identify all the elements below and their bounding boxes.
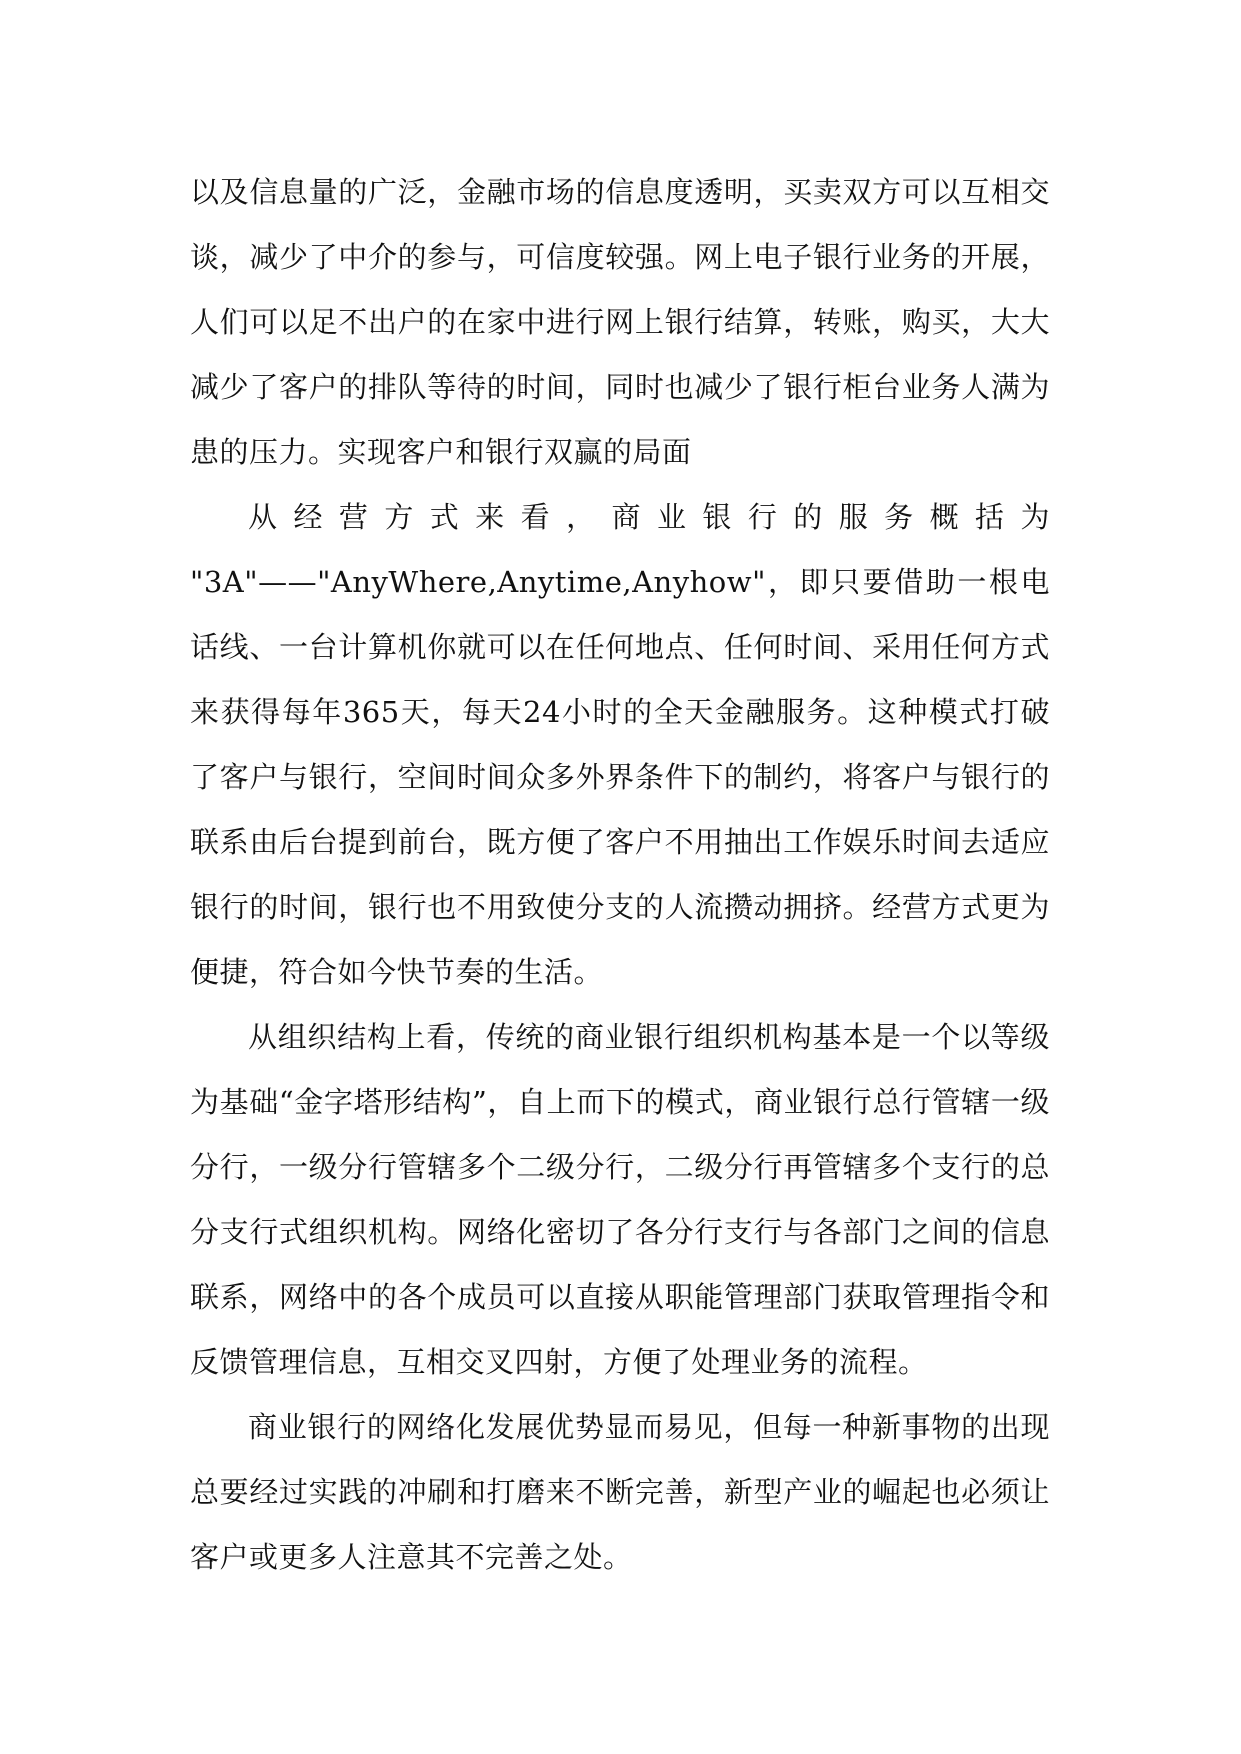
paragraph-advantages: 商业银行的网络化发展优势显而易见，但每一种新事物的出现总要经过实践的冲刷和打磨来不断完善，新型产业的崛起也必须让客户或更多人注意其不完善之处。 [190,1410,1050,1574]
paragraph-operation-mode: "3A"——"AnyWhere,Anytime,Anyhow"，即只要借助一根电话线、一台计算机你就可以在任何地点、任何时间、采用任何方式来获得每年365天，每天24小时的全天金融服务。这种模式打破了客户与银行，空间时间众多外界条件下的制约，将客户与银行的联系由后台提到前台，既方便了客户不用抽出工作娱乐时间去适应银行的时间，银行也不用致使分支的人流攒动拥挤。经营方式更为便捷，符合如今快节奏的生活。 [190,565,1050,989]
paragraph-organization-structure: 从组织结构上看，传统的商业银行组织机构基本是一个以等级为基础“金字塔形结构”，自上而下的模式，商业银行总行管辖一级分行，一级分行管辖多个二级分行，二级分行再管辖多个支行的总分支行式组织机构。网络化密切了各分行支行与各部门之间的信息联系，网络中的各个成员可以直接从职能管理部门获取管理指令和反馈管理信息，互相交叉四射，方便了处理业务的流程。 [190,1020,1050,1379]
body-text [190,160,1050,1590]
paragraph-operation-mode-lead: 从经营方式来看，商业银行的服务概括为 [248,500,1050,534]
paragraph-online-banking: 以及信息量的广泛，金融市场的信息度透明，买卖双方可以互相交谈，减少了中介的参与，可信度较强。网上电子银行业务的开展，人们可以足不出户的在家中进行网上银行结算，转账，购买，大大减少了客户的排队等待的时间，同时也减少了银行柜台业务人满为患的压力。实现客户和银行双赢的局面 [190,175,1050,469]
